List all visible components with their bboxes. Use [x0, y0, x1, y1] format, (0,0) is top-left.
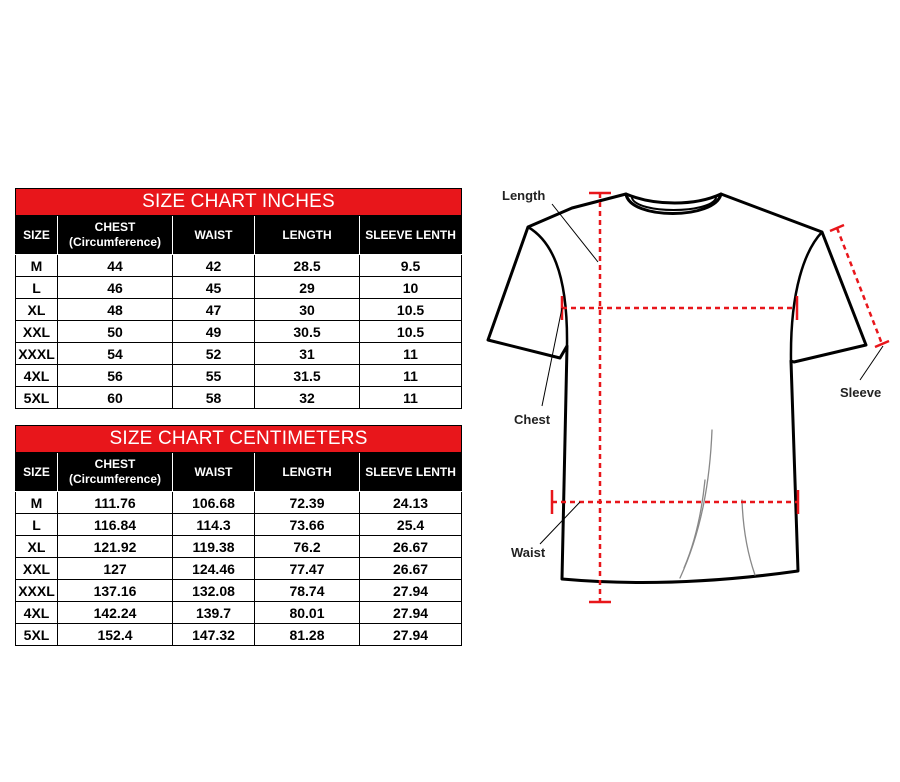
- inches-header-chest-text: CHEST: [94, 220, 136, 234]
- table-row: [16, 580, 462, 602]
- table-row: [16, 277, 462, 299]
- cm-cell-waist: 132.08: [173, 580, 255, 602]
- fabric-folds: [680, 430, 755, 578]
- inches-cell-sleeve: 11: [360, 365, 462, 387]
- inches-cell-size: XXL: [16, 321, 58, 343]
- inches-cell-waist: 55: [173, 365, 255, 387]
- inches-cell-chest: 54: [58, 343, 173, 365]
- cm-cell-size: M: [16, 492, 58, 514]
- cm-cell-chest: 121.92: [58, 536, 173, 558]
- cm-cell-waist: 147.32: [173, 624, 255, 646]
- cm-cell-chest: 137.16: [58, 580, 173, 602]
- inches-cell-length: 30.5: [255, 321, 360, 343]
- inches-cell-sleeve: 10.5: [360, 299, 462, 321]
- inches-cell-sleeve: 11: [360, 387, 462, 409]
- inches-header-waist-text: WAIST: [194, 227, 233, 242]
- cm-cell-waist: 124.46: [173, 558, 255, 580]
- cm-cell-sleeve: 24.13: [360, 492, 462, 514]
- table-row: [16, 365, 462, 387]
- cm-cell-length: 73.66: [255, 514, 360, 536]
- table-row: [16, 387, 462, 409]
- inches-cell-sleeve: 10.5: [360, 321, 462, 343]
- cm-cell-sleeve: 26.67: [360, 558, 462, 580]
- cm-header-chest-text: (Circumference): [68, 472, 162, 486]
- cm-cell-waist: 119.38: [173, 536, 255, 558]
- size-chart-inches-table: [15, 188, 462, 409]
- cm-cell-waist: 139.7: [173, 602, 255, 624]
- inches-cell-size: L: [16, 277, 58, 299]
- inches-cell-chest: 60: [58, 387, 173, 409]
- cm-cell-length: 77.47: [255, 558, 360, 580]
- cm-header-sleeve: [360, 453, 462, 492]
- cm-header-waist: [173, 453, 255, 492]
- inches-cell-chest: 44: [58, 255, 173, 277]
- cm-cell-size: XXXL: [16, 580, 58, 602]
- cm-cell-chest: 111.76: [58, 492, 173, 514]
- inches-header-size: [16, 216, 58, 255]
- sleeve-label: Sleeve: [840, 385, 882, 400]
- cm-header-size: [16, 453, 58, 492]
- cm-cell-chest: 152.4: [58, 624, 173, 646]
- size-chart-centimeters-table: [15, 425, 462, 646]
- inches-cell-length: 32: [255, 387, 360, 409]
- cm-cell-sleeve: 25.4: [360, 514, 462, 536]
- cm-header-row: [16, 453, 462, 492]
- cm-header-size-text: SIZE: [23, 464, 50, 479]
- cm-cell-size: 4XL: [16, 602, 58, 624]
- inches-cell-chest: 56: [58, 365, 173, 387]
- table-row: [16, 558, 462, 580]
- cm-header-sleeve-text: SLEEVE LENTH: [365, 464, 456, 479]
- cm-cell-length: 76.2: [255, 536, 360, 558]
- inches-header-row: [16, 216, 462, 255]
- inches-cell-waist: 58: [173, 387, 255, 409]
- cm-table-title: SIZE CHART CENTIMETERS: [16, 426, 462, 453]
- inches-cell-length: 30: [255, 299, 360, 321]
- inches-cell-sleeve: 10: [360, 277, 462, 299]
- cm-cell-size: XXL: [16, 558, 58, 580]
- length-label: Length: [502, 188, 546, 203]
- cm-cell-length: 78.74: [255, 580, 360, 602]
- cm-cell-waist: 114.3: [173, 514, 255, 536]
- inches-cell-waist: 45: [173, 277, 255, 299]
- inches-header-chest: [58, 216, 173, 255]
- t-shirt-icon: [480, 180, 900, 620]
- inches-table-title: SIZE CHART INCHES: [16, 189, 462, 216]
- inches-cell-chest: 46: [58, 277, 173, 299]
- inches-cell-sleeve: 9.5: [360, 255, 462, 277]
- cm-cell-length: 81.28: [255, 624, 360, 646]
- cm-header-waist-text: WAIST: [194, 464, 233, 479]
- inches-cell-size: XL: [16, 299, 58, 321]
- inches-cell-waist: 47: [173, 299, 255, 321]
- waist-label: Waist: [511, 545, 546, 560]
- shirt-outline: [488, 194, 866, 582]
- cm-cell-length: 72.39: [255, 492, 360, 514]
- cm-cell-chest: 127: [58, 558, 173, 580]
- inches-cell-size: XXXL: [16, 343, 58, 365]
- inches-cell-waist: 49: [173, 321, 255, 343]
- cm-header-chest-text: CHEST: [94, 457, 136, 471]
- inches-cell-size: 4XL: [16, 365, 58, 387]
- inches-cell-size: M: [16, 255, 58, 277]
- cm-table-body: [16, 492, 462, 646]
- cm-header-chest: [58, 453, 173, 492]
- inches-header-sleeve-text: SLEEVE LENTH: [365, 227, 456, 242]
- table-row: [16, 624, 462, 646]
- inches-cell-length: 31.5: [255, 365, 360, 387]
- inches-header-length-text: LENGTH: [282, 227, 332, 242]
- table-row: [16, 299, 462, 321]
- inches-header-size-text: SIZE: [23, 227, 50, 242]
- inches-cell-sleeve: 11: [360, 343, 462, 365]
- inches-cell-length: 28.5: [255, 255, 360, 277]
- inches-header-length: [255, 216, 360, 255]
- cm-cell-waist: 106.68: [173, 492, 255, 514]
- table-row: [16, 255, 462, 277]
- cm-cell-sleeve: 27.94: [360, 602, 462, 624]
- inches-header-sleeve: [360, 216, 462, 255]
- cm-cell-size: 5XL: [16, 624, 58, 646]
- table-row: [16, 321, 462, 343]
- cm-header-length-text: LENGTH: [282, 464, 332, 479]
- inches-cell-waist: 42: [173, 255, 255, 277]
- inches-cell-length: 31: [255, 343, 360, 365]
- inches-cell-size: 5XL: [16, 387, 58, 409]
- cm-header-length: [255, 453, 360, 492]
- measurement-lines: [552, 193, 889, 602]
- cm-cell-size: XL: [16, 536, 58, 558]
- cm-cell-sleeve: 27.94: [360, 624, 462, 646]
- table-row: [16, 343, 462, 365]
- table-row: [16, 514, 462, 536]
- cm-cell-chest: 116.84: [58, 514, 173, 536]
- table-row: [16, 536, 462, 558]
- inches-header-waist: [173, 216, 255, 255]
- cm-cell-size: L: [16, 514, 58, 536]
- chest-label: Chest: [514, 412, 551, 427]
- cm-cell-length: 80.01: [255, 602, 360, 624]
- inches-cell-length: 29: [255, 277, 360, 299]
- table-row: [16, 602, 462, 624]
- inches-cell-chest: 48: [58, 299, 173, 321]
- inches-header-chest-text: (Circumference): [68, 235, 162, 249]
- inches-cell-waist: 52: [173, 343, 255, 365]
- cm-cell-sleeve: 26.67: [360, 536, 462, 558]
- cm-cell-chest: 142.24: [58, 602, 173, 624]
- inches-cell-chest: 50: [58, 321, 173, 343]
- inches-table-body: [16, 255, 462, 409]
- table-row: [16, 492, 462, 514]
- cm-cell-sleeve: 27.94: [360, 580, 462, 602]
